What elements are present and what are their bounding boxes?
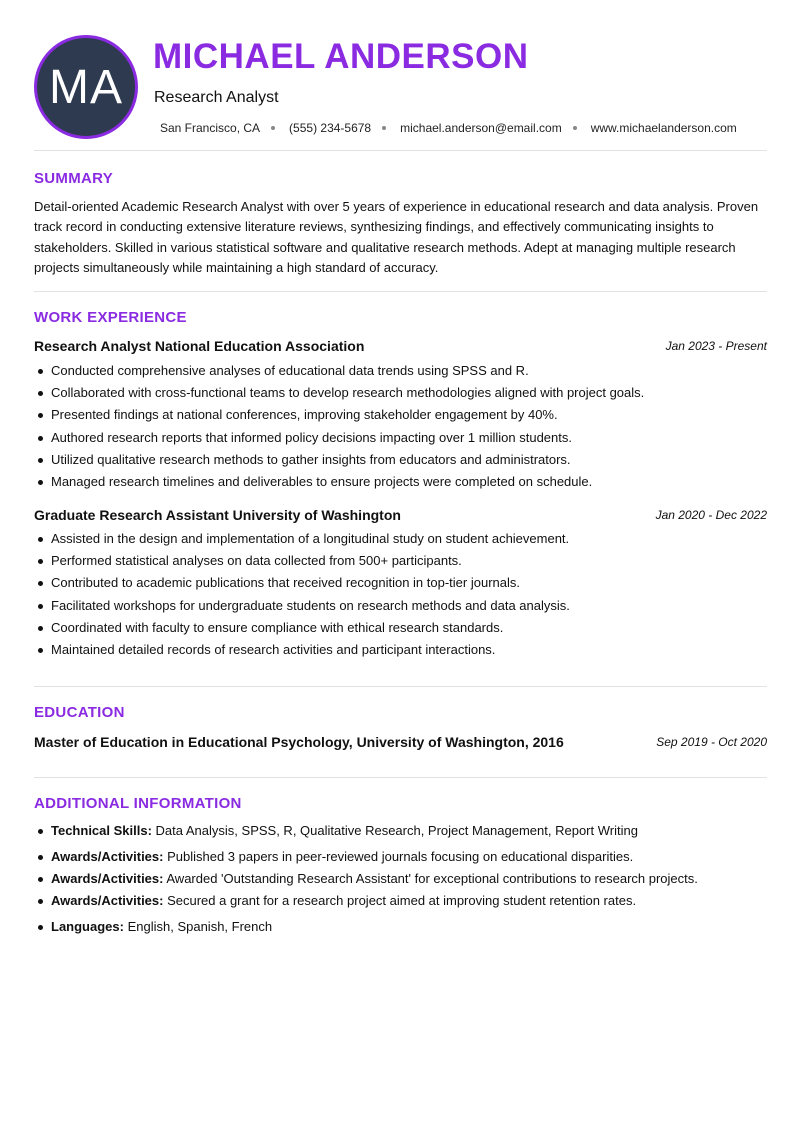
list-item: [51, 846, 767, 868]
avatar: [34, 35, 138, 139]
job-header: [34, 337, 767, 355]
list-item: Authored research reports that informed policy decisions impacting over 1 million students.: [51, 427, 767, 449]
info-key: Languages:: [51, 919, 124, 934]
divider: [34, 291, 767, 292]
list-item: Coordinated with faculty to ensure compliance with ethical research standards.: [51, 617, 767, 639]
info-value: Secured a grant for a research project aimed at improving student retention rates.: [163, 893, 637, 908]
contact-email[interactable]: michael.anderson@email.com: [400, 121, 562, 135]
info-key: Awards/Activities:: [51, 849, 164, 864]
summary-text: Detail-oriented Academic Research Analyst with over 5 years of experience in educational research and data analysis. Proven track record in conducting extensive literature reviews, synthesizing findings, and effectively communicating insights to stakeholders. Skilled in various statistical software and qualitative research methods. Adept at managing multiple research projects simultaneously while maintaining a high standard of accuracy.: [34, 199, 759, 275]
job-date: Jan 2023 - Present: [665, 339, 767, 353]
list-item: Facilitated workshops for undergraduate students on research methods and data analysis.: [51, 595, 767, 617]
list-item: [51, 890, 767, 912]
contact-phone[interactable]: (555) 234-5678: [289, 121, 372, 135]
list-item: [51, 868, 767, 890]
summary-heading: SUMMARY: [34, 170, 114, 187]
contact-location: San Francisco, CA: [160, 121, 261, 135]
list-item: Conducted comprehensive analyses of educational data trends using SPSS and R.: [51, 360, 767, 382]
list-item: Collaborated with cross-functional teams to develop research methodologies aligned with project goals.: [51, 382, 767, 404]
job-bullets: [51, 528, 767, 661]
list-item: Maintained detailed records of research activities and participant interactions.: [51, 639, 767, 661]
list-item: Utilized qualitative research methods to gather insights from educators and administrators.: [51, 449, 767, 471]
info-key: Awards/Activities:: [51, 871, 164, 886]
candidate-role: Research Analyst: [154, 89, 279, 106]
list-item: [51, 820, 767, 842]
job-header: [34, 506, 767, 524]
list-item: Contributed to academic publications that received recognition in top-tier journals.: [51, 572, 767, 594]
info-value: Published 3 papers in peer-reviewed journals focusing on educational disparities.: [163, 849, 634, 864]
list-item: Assisted in the design and implementation of a longitudinal study on student achievement.: [51, 528, 767, 550]
additional-list: [51, 820, 767, 938]
degree: Master of Education in Educational Psychology, University of Washington, 2016: [34, 734, 564, 750]
info-value: English, Spanish, French: [123, 919, 273, 934]
additional-heading: ADDITIONAL INFORMATION: [34, 795, 242, 812]
divider: [34, 150, 767, 151]
divider: [34, 686, 767, 687]
list-item: Presented findings at national conferences, improving stakeholder engagement by 40%.: [51, 404, 767, 426]
separator-dot-icon: [382, 126, 386, 130]
education-heading: EDUCATION: [34, 704, 125, 721]
candidate-name: MICHAEL ANDERSON: [153, 37, 529, 76]
list-item: Performed statistical analyses on data collected from 500+ participants.: [51, 550, 767, 572]
education-entry: [34, 732, 767, 752]
list-item: Managed research timelines and deliverables to ensure projects were completed on schedule.: [51, 471, 767, 493]
divider: [34, 777, 767, 778]
education-date: Sep 2019 - Oct 2020: [656, 735, 767, 749]
info-key: Awards/Activities:: [51, 893, 164, 908]
job-title: Graduate Research Assistant University of Washington: [34, 507, 401, 523]
job-bullets: [51, 360, 767, 493]
separator-dot-icon: [573, 126, 577, 130]
info-value: Awarded 'Outstanding Research Assistant' for exceptional contributions to research projects.: [163, 871, 698, 886]
experience-heading: WORK EXPERIENCE: [34, 309, 187, 326]
job-date: Jan 2020 - Dec 2022: [655, 508, 767, 522]
separator-dot-icon: [271, 126, 275, 130]
avatar-initials: MA: [49, 60, 123, 114]
contact-line: [160, 121, 737, 135]
info-key: Technical Skills:: [51, 823, 152, 838]
job-title: Research Analyst National Education Association: [34, 338, 365, 354]
info-value: Data Analysis, SPSS, R, Qualitative Research, Project Management, Report Writing: [151, 823, 638, 838]
contact-website[interactable]: www.michaelanderson.com: [590, 121, 737, 135]
list-item: [51, 916, 767, 938]
